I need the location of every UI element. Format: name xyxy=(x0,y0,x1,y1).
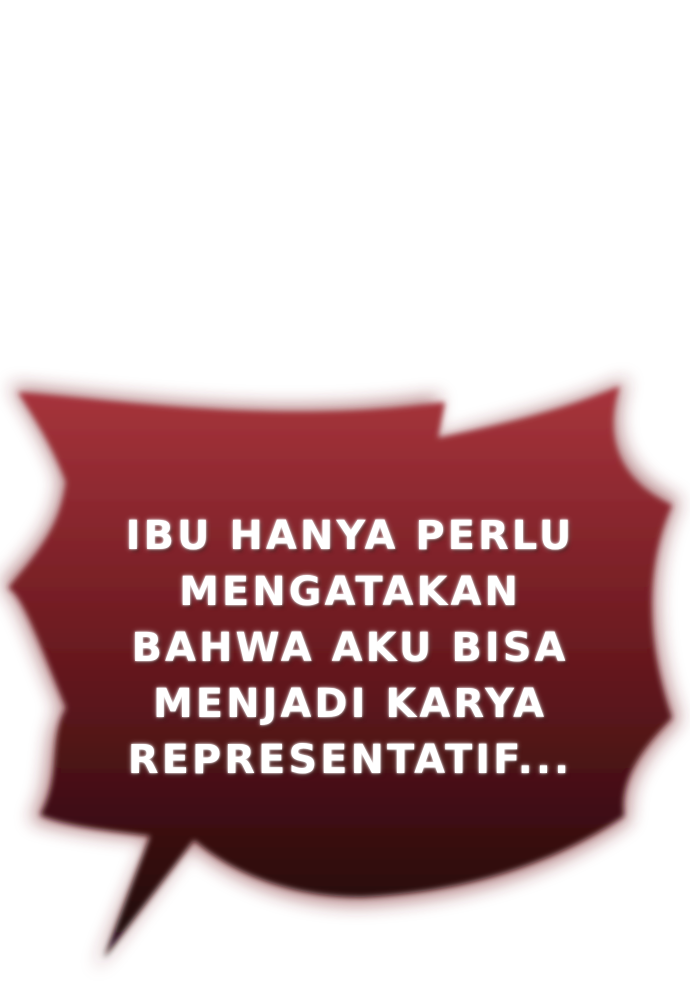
speech-line-1: IBU HANYA PERLU xyxy=(125,513,575,559)
speech-bubble-text xyxy=(100,508,600,788)
speech-line-5: REPRESENTATIF... xyxy=(127,737,573,783)
speech-line-2: MENGATAKAN xyxy=(179,569,521,615)
speech-line-3: BAHWA AKU BISA xyxy=(131,625,569,671)
speech-line-4: MENJADI KARYA xyxy=(152,681,548,727)
